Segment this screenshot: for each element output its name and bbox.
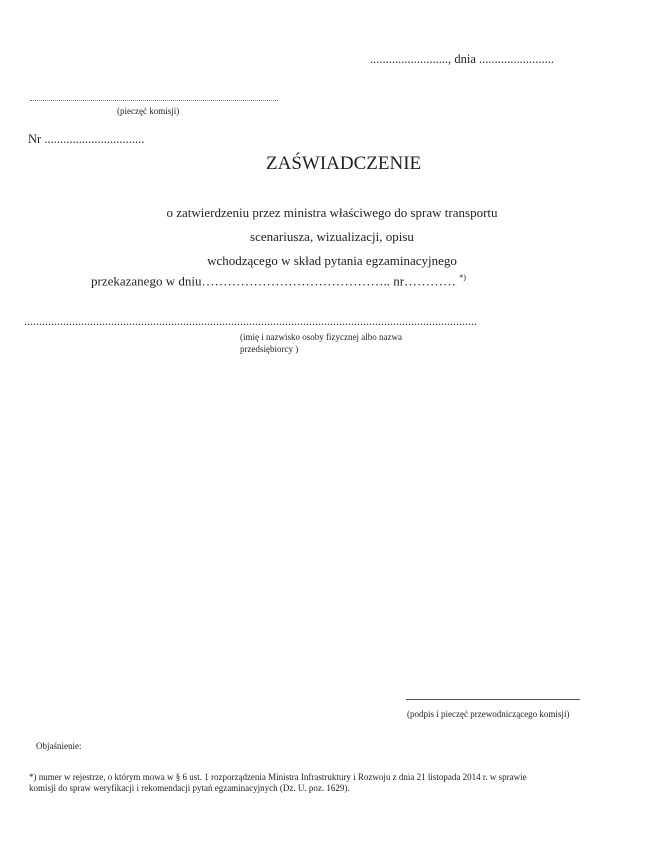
stamp-label: (pieczęć komisji) bbox=[117, 106, 180, 116]
body-line-1: o zatwierdzeniu przez ministra właściwego do spraw transportu bbox=[166, 205, 498, 220]
footnote-marker: *) bbox=[459, 273, 466, 282]
footnote-line-1: *) numer w rejestrze, o którym mowa w § 6 ust. 1 rozporządzenia Ministra Infrastruktury i Rozwoju z dnia 21 listopada 2014 r. w sprawie bbox=[29, 772, 527, 782]
explanation-heading: Objaśnienie: bbox=[36, 741, 82, 751]
document-title: ZAŚWIADCZENIE bbox=[266, 153, 422, 174]
body-line-2: scenariusza, wizualizacji, opisu bbox=[250, 229, 414, 244]
place-date-line: ........................., dnia ........................ bbox=[370, 52, 555, 66]
body-line-3: wchodzącego w skład pytania egzaminacyjnego bbox=[207, 253, 457, 268]
recipient-label-2: przedsiębiorcy ) bbox=[240, 344, 299, 354]
transfer-date-number: przekazanego w dniu…………………………………….. nr………… bbox=[91, 273, 460, 289]
recipient-label-1: (imię i nazwisko osoby fizycznej albo nazwa bbox=[240, 332, 402, 342]
signature-line bbox=[406, 699, 580, 700]
document-number: Nr ................................ bbox=[28, 132, 145, 146]
signature-label: (podpis i pieczęć przewodniczącego komisji) bbox=[407, 709, 570, 719]
recipient-field: ....................................................................................................................................................... bbox=[24, 314, 477, 328]
footnote-line-2: komisji do spraw weryfikacji i rekomendacji pytań egzaminacyjnych (Dz. U. poz. 1629). bbox=[29, 783, 350, 793]
body-line-4 bbox=[91, 273, 466, 289]
stamp-line bbox=[30, 100, 278, 101]
